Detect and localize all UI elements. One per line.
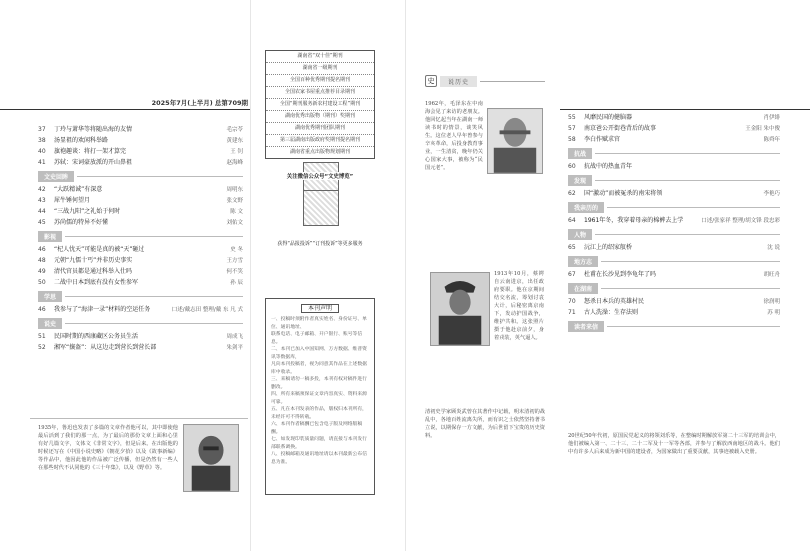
toc-page-number: 49 <box>38 268 46 275</box>
toc-title: 杜甫在长沙见到李龟年了吗 <box>584 271 657 278</box>
toc-author: 毛宗苓 <box>226 127 243 133</box>
toc-author: 口述/张家祥 整理/胡文锋 段忠彩 <box>701 218 780 224</box>
toc-entry[interactable] <box>38 255 243 266</box>
toc-entry[interactable] <box>568 161 780 172</box>
right-caption: 20世纪50年代初，原国民党起义的将领刘乐等，在整编时期解放军第二十三军的培训会中，他们被编入第一、二十三、二十二军及十一军等各部，并参与了解放西南地区的战斗。他们中有许多人后来成为新中国的建设者，为国家做出了重要贡献，其事迹被载入史册。 <box>568 433 780 455</box>
toc-entry[interactable] <box>38 244 243 255</box>
toc-page-number: 45 <box>38 219 46 226</box>
toc-author: 孙 辰 <box>230 280 243 286</box>
toc-entry[interactable] <box>38 146 243 157</box>
notice-line: 四、所有来稿须保证文章内容真实、资料来源可靠。 <box>271 392 367 405</box>
toc-author: 苏 明 <box>767 310 780 316</box>
toc-title: “三战九阳”之礼始于何时 <box>54 208 121 215</box>
toc-author: 张文野 <box>226 198 243 204</box>
toc-page-number: 46 <box>38 246 46 253</box>
toc-page-number: 46 <box>38 306 46 313</box>
notice-line: 七、如发现印装质量问题，请直接与本刊发行部联系调换。 <box>271 437 367 450</box>
toc-page-number: 38 <box>38 137 46 144</box>
toc-entry[interactable] <box>568 112 780 123</box>
toc-page-number: 55 <box>568 114 576 121</box>
notice-line: 五、凡在本刊发表的作品，版权归本刊所有，未经许可不得转载。 <box>271 407 367 420</box>
header-rule <box>0 109 250 110</box>
toc-title: 风靡民国的健脑器 <box>584 114 633 121</box>
toc-author: 徐润明 <box>763 299 780 305</box>
section-heading: 影视 <box>38 230 243 243</box>
section-heading: 学思 <box>38 290 243 303</box>
toc-author: 陈 文 <box>230 209 243 215</box>
left-toc <box>38 124 243 353</box>
toc-title: 苏尚儒的特异不好懂 <box>54 219 109 226</box>
notice-line: 联系电话、电子邮箱、开户银行、账号等信息。 <box>271 332 363 345</box>
elder-portrait-photo <box>487 108 543 174</box>
toc-page-number: 67 <box>568 271 576 278</box>
toc-entry[interactable] <box>568 188 780 199</box>
toc-entry[interactable] <box>38 206 243 217</box>
notice-line: 六、本刊作者稿酬已包含电子版及网络版稿酬。 <box>271 422 363 435</box>
toc-author: 口述/戴志田 整理/戴 东 凡 式 <box>171 307 243 313</box>
toc-author: 史 冬 <box>230 247 243 253</box>
toc-entry[interactable] <box>38 195 243 206</box>
toc-entry[interactable] <box>568 242 780 253</box>
toc-author: 周成飞 <box>226 334 243 340</box>
caption-rule <box>30 418 248 419</box>
toc-title: 沅江上的绍家舣桥 <box>584 244 633 251</box>
toc-entry[interactable] <box>568 123 780 134</box>
award-line: 湖南优秀期刊团队期刊 <box>266 123 374 135</box>
toc-title: 1961年冬，我穿着母亲的棉裤去上学 <box>584 217 684 224</box>
toc-author: 王金阳 朱中俊 <box>745 126 780 132</box>
notice-box <box>265 298 375 495</box>
history-header: 史 说历史 <box>425 73 545 89</box>
toc-title: 抗战中的热血青年 <box>584 163 633 170</box>
section-heading: 在湖南 <box>568 282 780 295</box>
notice-line: 三、来稿请勿一稿多投，本刊有权对稿件进行删改。 <box>271 377 367 390</box>
scroll-icon: 史 <box>425 75 437 87</box>
toc-page-number: 40 <box>38 148 46 155</box>
award-line: 全国农家书屋重点推荐目录期刊 <box>266 87 374 99</box>
toc-title: 元朝“九儒十丐”并非历史事实 <box>54 257 133 264</box>
wechat-title: 关注微信公众号“文史博览” <box>262 172 378 180</box>
toc-author: 何不笑 <box>226 269 243 275</box>
toc-author: 王 钊 <box>230 149 243 155</box>
toc-title: “大跃精诚”有深意 <box>54 186 103 193</box>
toc-entry[interactable] <box>38 157 243 168</box>
toc-page-number: 58 <box>568 136 576 143</box>
notice-line: 二、本刊已加入中国知网、万方数据、维普资讯等数据库， <box>271 347 367 360</box>
toc-entry[interactable] <box>568 215 780 226</box>
notice-title: 本刊声明 <box>271 303 369 312</box>
toc-entry[interactable] <box>38 304 243 315</box>
toc-title: 怒杀日本兵的英雄村民 <box>584 298 645 305</box>
toc-title: “杞人忧天”可能是真的被“天”砸过 <box>54 246 145 253</box>
section-heading: 抗战 <box>568 147 780 160</box>
toc-entry[interactable] <box>38 266 243 277</box>
award-line: 湖南省一级期刊 <box>266 63 374 75</box>
toc-author: 肖伊緋 <box>763 115 780 121</box>
wechat-subtitle: 获得“品报投诉”“订刊投诉”等更多服务 <box>277 241 363 247</box>
toc-entry[interactable] <box>38 331 243 342</box>
toc-page-number: 60 <box>568 163 576 170</box>
toc-author: 朱剑平 <box>226 345 243 351</box>
toc-entry[interactable] <box>568 134 780 145</box>
toc-page-number: 70 <box>568 298 576 305</box>
notice-line: 八、投稿邮箱及通讯地址请以本刊最新公布信息为准。 <box>271 452 367 465</box>
section-heading: 人物 <box>568 228 780 241</box>
award-line: 第三届湖南出版政府奖期刊提名期刊 <box>266 135 374 147</box>
section-heading: 发现 <box>568 174 780 187</box>
toc-title: 苏轼：宋词豪放派的开山鼻祖 <box>54 159 133 166</box>
toc-author: 陈舜年 <box>763 137 780 143</box>
toc-page-number: 65 <box>568 244 576 251</box>
section-heading: 读者来信 <box>568 320 780 333</box>
toc-title: 李白作赋求官 <box>584 136 621 143</box>
toc-entry[interactable] <box>38 217 243 228</box>
toc-title: 南京爸公开街巷背后的故事 <box>584 125 657 132</box>
toc-page-number: 41 <box>38 159 46 166</box>
toc-title: 国“激动”而被冤杀的南宋将领 <box>584 190 663 197</box>
toc-title: 犀牛锤何望月 <box>54 197 91 204</box>
toc-entry[interactable] <box>38 342 243 353</box>
history-para-1: 1962年，毛泽东在中南海会见了来访的老朋友。他回忆起当年在湖南一师读书时的情景，谈笑风生。这位老人早年曾参与辛亥革命，后投身教育事业，一生清贫，晚年仍关心国家大事，被称为“民国元老”。 <box>425 101 483 171</box>
toc-page-number: 43 <box>38 197 46 204</box>
toc-author: 赵海峰 <box>226 160 243 166</box>
section-heading: 说史 <box>38 317 243 330</box>
portrait-photo <box>183 424 239 492</box>
toc-author: 胡旺舟 <box>763 272 780 278</box>
toc-title: 丁玲与萧华等将随出海的友情 <box>54 126 133 133</box>
section-heading: 文史回眸 <box>38 170 243 183</box>
toc-author: 李艳巧 <box>763 191 780 197</box>
toc-author: 沈 说 <box>767 245 780 251</box>
toc-title: 民国时期的西康藏区公务员生活 <box>54 333 139 340</box>
toc-entry[interactable] <box>568 307 780 318</box>
right-toc <box>568 112 780 334</box>
toc-entry[interactable] <box>568 269 780 280</box>
toc-author: 王方雪 <box>226 258 243 264</box>
notice-line: 一、投稿时须附作者真实姓名、身份证号、单位、通讯地址、 <box>271 317 367 330</box>
toc-page-number: 51 <box>38 333 46 340</box>
toc-entry[interactable] <box>38 135 243 146</box>
award-line: 全国“期刊服务新农村建设工程”期刊 <box>266 99 374 111</box>
toc-entry[interactable] <box>38 124 243 135</box>
toc-page-number: 52 <box>38 344 46 351</box>
photo-caption: 1935年，鲁迅也发表了多篇的文章作者他可以，其中即使他最后活到了我们的那一点，为了最后的那份文章上面和心里有好几篇文字，文体文《非常文字》，但是后来。在出版他的时候还写在《中国小说史略》《朝花夕拾》以及《故事新编》等作品中，他因此他的作品被广泛传播，但是仍然有一些人在那些时代不认同他的《三十年集》，以及《野草》等。 <box>38 425 178 471</box>
toc-author: 黄建东 <box>226 138 243 144</box>
awards-box <box>265 50 375 159</box>
toc-page-number: 37 <box>38 126 46 133</box>
right-header-rule <box>560 109 810 110</box>
officer-portrait-photo <box>430 272 490 346</box>
toc-title: 二战中日本到底有没有女性参军 <box>54 279 139 286</box>
toc-entry[interactable] <box>568 296 780 307</box>
toc-page-number: 62 <box>568 190 576 197</box>
toc-title: 汤显祖的欢闲科举路 <box>54 137 109 144</box>
toc-page-number: 71 <box>568 309 576 316</box>
issue-header: 2025年7月(上半月) 总第709期 <box>151 99 248 107</box>
award-line: 湖南省重点出版物规划期刊 <box>289 149 350 155</box>
section-heading: 地方志 <box>568 255 780 268</box>
toc-page-number: 64 <box>568 217 576 224</box>
toc-page-number: 44 <box>38 208 46 215</box>
toc-page-number: 50 <box>38 279 46 286</box>
toc-title: 古人洗澡：生存法则 <box>584 309 639 316</box>
wechat-qr-code-icon[interactable] <box>303 190 339 226</box>
toc-entry[interactable] <box>38 277 243 288</box>
toc-author: 周明东 <box>226 187 243 193</box>
toc-title: 我参与了“海津一录”材料的空运任务 <box>54 306 151 313</box>
toc-title: 清代官员都是通过科举入仕吗 <box>54 268 133 275</box>
toc-page-number: 48 <box>38 257 46 264</box>
toc-page-number: 57 <box>568 125 576 132</box>
toc-page-number: 42 <box>38 186 46 193</box>
history-para-2: 1913年10月，蔡锷自云南进京，出任政府要职。他在京期间结交名流，筹划讨袁大计，后秘密离京南下，发动护国战争，维护共和。这张照片摄于他赴京前夕，身着戎装，英气逼人。 <box>494 271 544 341</box>
award-line: 湖南优秀出版物（期刊）奖期刊 <box>266 111 374 123</box>
toc-title: 湘军“攘盔”：从这边走到营长到营长部 <box>54 344 157 351</box>
award-line: 全国百种优秀期刊提名期刊 <box>266 75 374 87</box>
section-heading: 我亲历的 <box>568 201 780 214</box>
award-line: 湖南省“双十佳”期刊 <box>266 51 374 63</box>
history-para-3: 清初史学家顾炎武曾在其著作中记载，明末清初的战乱中，各地百姓流离失所，而有识之士依然坚持著书立说，以期保存一方文献，为后世留下宝贵的历史资料。 <box>425 409 545 439</box>
notice-line: 凡向本刊投稿者，视为同意其作品在上述数据库中收录。 <box>271 362 367 375</box>
toc-author: 刘佑文 <box>226 220 243 226</box>
toc-title: 旗袍趣谈：将打一架才算完 <box>54 148 127 155</box>
toc-entry[interactable] <box>38 184 243 195</box>
